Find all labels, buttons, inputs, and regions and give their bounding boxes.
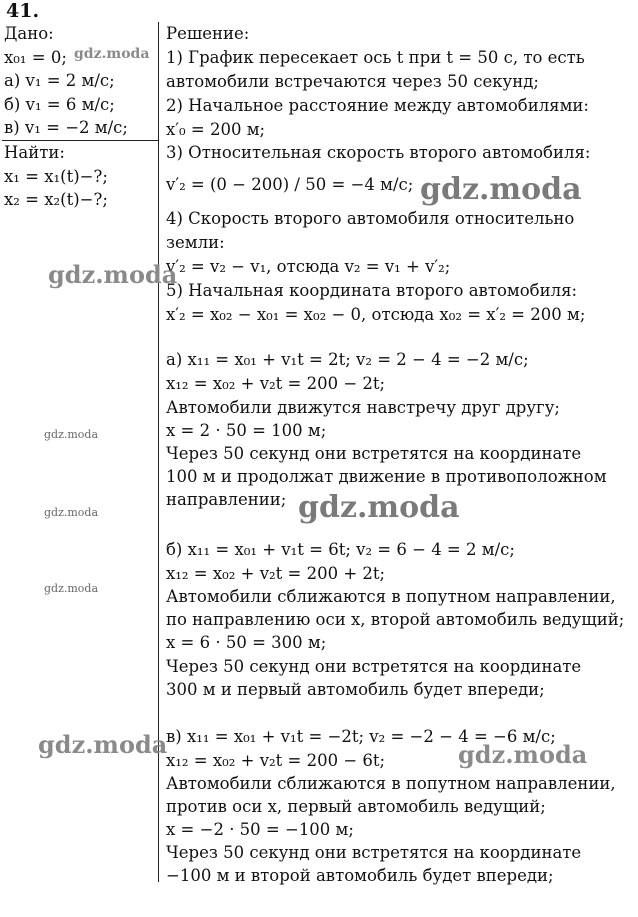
watermark: gdz.moda xyxy=(48,260,178,289)
given-case-a: а) v₁ = 2 м/с; xyxy=(4,71,115,90)
solution-line: в) x₁₁ = x₀₁ + v₁t = −2t; v₂ = −2 − 4 = −6 м/с; xyxy=(166,727,556,746)
solution-line: а) x₁₁ = x₀₁ + v₁t = 2t; v₂ = 2 − 4 = −2 м/с; xyxy=(166,350,529,369)
watermark: gdz.moda xyxy=(458,740,588,769)
solution-line: x′₂ = x₀₂ − x₀₁ = x₀₂ − 0, отсюда x₀₂ = x′₂ = 200 м; xyxy=(166,305,586,324)
solution-line: x = −2 · 50 = −100 м; xyxy=(166,820,354,839)
solution-line: v′₂ = (0 − 200) / 50 = −4 м/с; xyxy=(166,175,414,194)
solution-line: 1) График пересекает ось t при t = 50 с, то есть xyxy=(166,48,585,67)
find-title: Найти: xyxy=(4,143,65,162)
solution-line: v′₂ = v₂ − v₁, отсюда v₂ = v₁ + v′₂; xyxy=(166,257,451,276)
solution-line: земли: xyxy=(166,233,225,252)
solution-line: 3) Относительная скорость второго автомобиля: xyxy=(166,143,591,162)
solution-line: по направлению оси x, второй автомобиль ведущий; xyxy=(166,610,625,629)
solution-line: Через 50 секунд они встретятся на координате xyxy=(166,657,582,676)
watermark: gdz.moda xyxy=(298,490,460,525)
solution-line: x′₀ = 200 м; xyxy=(166,120,266,139)
solution-line: Через 50 секунд они встретятся на координате xyxy=(166,444,582,463)
watermark: gdz.moda xyxy=(44,506,99,519)
watermark: gdz.moda xyxy=(38,730,168,759)
solution-line: 300 м и первый автомобиль будет впереди; xyxy=(166,680,545,699)
solution-line: Автомобили сближаются в попутном направлении, xyxy=(166,587,616,606)
solution-line: x = 6 · 50 = 300 м; xyxy=(166,633,327,652)
given-case-c: в) v₁ = −2 м/с; xyxy=(4,118,128,137)
find-x2: x₂ = x₂(t)−?; xyxy=(4,190,108,209)
solution-line: Автомобили сближаются в попутном направлении, xyxy=(166,774,616,793)
solution-line: x = 2 · 50 = 100 м; xyxy=(166,421,327,440)
watermark: gdz.moda xyxy=(420,172,582,207)
solution-line: Через 50 секунд они встретятся на координате xyxy=(166,843,582,862)
given-x01: x₀₁ = 0; xyxy=(4,48,67,67)
given-find-divider xyxy=(2,140,159,141)
solution-line: автомобили встречаются через 50 секунд; xyxy=(166,72,539,91)
solution-line: x₁₂ = x₀₂ + v₂t = 200 + 2t; xyxy=(166,564,386,583)
solution-line: против оси x, первый автомобиль ведущий; xyxy=(166,797,546,816)
given-case-b: б) v₁ = 6 м/с; xyxy=(4,95,115,114)
solution-line: 100 м и продолжат движение в противоположном xyxy=(166,467,607,486)
watermark: gdz.moda xyxy=(44,428,99,441)
task-number: 41. xyxy=(6,0,40,22)
watermark: gdz.moda xyxy=(74,46,150,62)
solution-title: Решение: xyxy=(166,24,250,43)
solution-line: б) x₁₁ = x₀₁ + v₁t = 6t; v₂ = 6 − 4 = 2 м/с; xyxy=(166,540,515,559)
solution-line: x₁₂ = x₀₂ + v₂t = 200 − 2t; xyxy=(166,374,386,393)
solution-line: направлении; xyxy=(166,490,287,509)
solution-line: −100 м и второй автомобиль будет впереди; xyxy=(166,866,554,885)
find-x1: x₁ = x₁(t)−?; xyxy=(4,167,108,186)
solution-line: 2) Начальное расстояние между автомобилями: xyxy=(166,96,589,115)
watermark: gdz.moda xyxy=(44,582,99,595)
solution-line: 5) Начальная координата второго автомобиля: xyxy=(166,281,578,300)
given-title: Дано: xyxy=(4,24,54,43)
solution-line: 4) Скорость второго автомобиля относительно xyxy=(166,209,575,228)
solution-line: x₁₂ = x₀₂ + v₂t = 200 − 6t; xyxy=(166,751,386,770)
solution-line: Автомобили движутся навстречу друг другу; xyxy=(166,398,560,417)
